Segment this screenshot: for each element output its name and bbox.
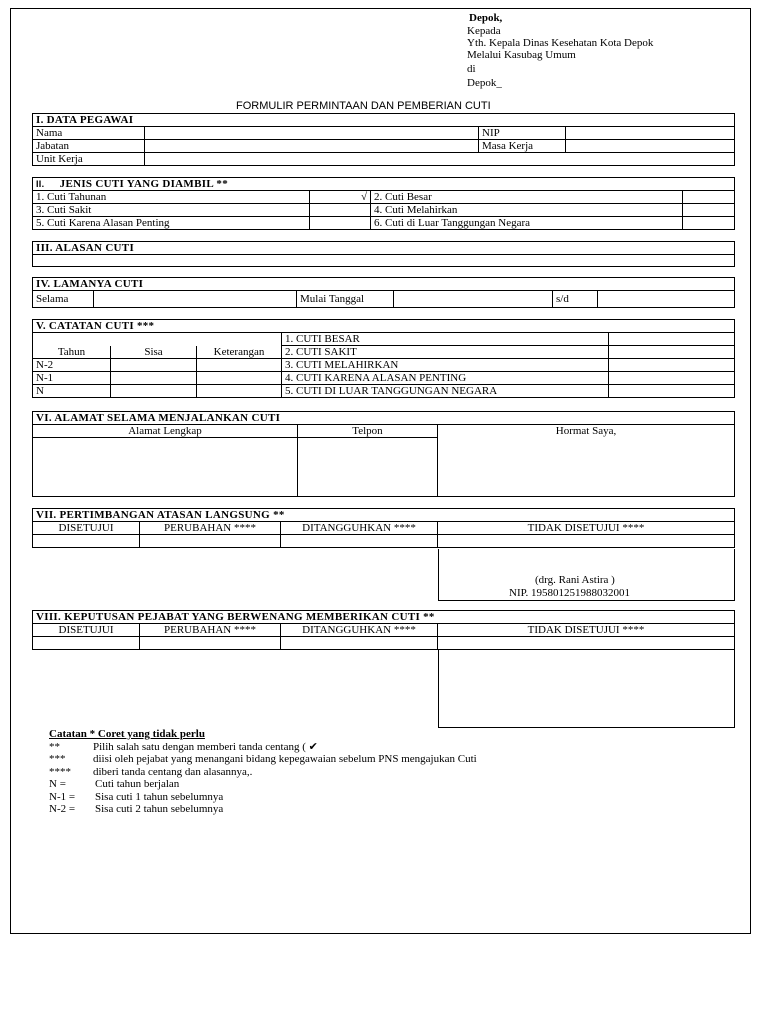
address-via: Melalui Kasubag Umum [467, 49, 576, 61]
label-nip: NIP [479, 127, 566, 140]
pejabat-field-ditangguhkan[interactable] [281, 637, 438, 650]
label-sd: s/d [553, 291, 598, 308]
catatan-value-1[interactable] [609, 333, 735, 346]
note-line [49, 803, 477, 816]
atasan-field-ditangguhkan[interactable] [281, 535, 438, 548]
note-value: Pilih salah satu dengan memberi tanda centang ( ✔ [93, 740, 318, 753]
catatan-type-1: 1. CUTI BESAR [282, 333, 609, 346]
note-key: N = [49, 778, 66, 790]
note-line [49, 741, 477, 754]
cuti-option-1[interactable]: 1. Cuti Tahunan [33, 191, 310, 204]
section-6-title: VI. ALAMAT SELAMA MENJALANKAN CUTI [33, 412, 735, 425]
pejabat-col-tidak-disetujui: TIDAK DISETUJUI **** [438, 624, 735, 637]
note-line [49, 778, 477, 791]
cuti-option-3[interactable]: 3. Cuti Sakit [33, 204, 310, 217]
field-nip[interactable] [566, 127, 735, 140]
section-jenis-cuti [32, 177, 735, 230]
section-2-title-text: JENIS CUTI YANG DIAMBIL ** [59, 178, 229, 190]
row-sisa-n[interactable] [111, 385, 197, 398]
catatan-type-5: 5. CUTI DI LUAR TANGGUNGAN NEGARA [282, 385, 609, 398]
col-alamat-lengkap: Alamat Lengkap [33, 425, 298, 438]
cuti-option-6[interactable]: 6. Cuti di Luar Tanggungan Negara [371, 217, 683, 230]
note-line [49, 753, 477, 766]
atasan-field-disetujui[interactable] [33, 535, 140, 548]
note-key: *** [49, 753, 66, 765]
notes-block [49, 728, 477, 816]
col-keterangan: Keterangan [197, 346, 282, 359]
catatan-type-2: 2. CUTI SAKIT [282, 346, 609, 359]
field-telpon[interactable] [298, 438, 438, 497]
note-value: Cuti tahun berjalan [95, 778, 180, 790]
atasan-field-tidak-disetujui[interactable] [438, 535, 735, 548]
row-tahun-n: N [33, 385, 111, 398]
row-sisa-n1[interactable] [111, 372, 197, 385]
address-place: Depok_ [467, 77, 502, 89]
section-alamat-cuti [32, 411, 735, 497]
cuti-check-2[interactable] [683, 191, 735, 204]
pejabat-col-disetujui: DISETUJUI [33, 624, 140, 637]
col-telpon: Telpon [298, 425, 438, 438]
address-place-text: Depok [467, 77, 497, 89]
field-jabatan[interactable] [145, 140, 479, 153]
form-title: FORMULIR PERMINTAAN DAN PEMBERIAN CUTI [236, 100, 491, 112]
catatan-value-3[interactable] [609, 359, 735, 372]
note-value: Sisa cuti 2 tahun sebelumnya [95, 803, 224, 815]
section-lamanya-cuti [32, 277, 735, 308]
pejabat-field-tidak-disetujui[interactable] [438, 637, 735, 650]
atasan-col-ditangguhkan: DITANGGUHKAN **** [281, 522, 438, 535]
section-3-title: III. ALASAN CUTI [33, 242, 735, 255]
field-alasan-cuti[interactable] [33, 255, 735, 267]
note-value: diberi tanda centang dan alasannya,. [93, 765, 253, 778]
signer-name: (drg. Rani Astira ) [535, 574, 615, 586]
section-8-title: VIII. KEPUTUSAN PEJABAT YANG BERWENANG MEMBERIKAN CUTI ** [33, 611, 735, 624]
cuti-option-4[interactable]: 4. Cuti Melahirkan [371, 204, 683, 217]
cuti-check-5[interactable] [310, 217, 371, 230]
atasan-col-tidak-disetujui: TIDAK DISETUJUI **** [438, 522, 735, 535]
row-tahun-n1: N-1 [33, 372, 111, 385]
cuti-check-1[interactable] [310, 191, 371, 204]
catatan-type-3: 3. CUTI MELAHIRKAN [282, 359, 609, 372]
col-sisa: Sisa [111, 346, 197, 359]
note-key: N-1 = [49, 790, 76, 803]
note-key: N-2 = [49, 803, 76, 815]
cuti-check-6[interactable] [683, 217, 735, 230]
note-line [49, 791, 477, 804]
section-2-number: II. [36, 179, 45, 189]
row-ket-n[interactable] [197, 385, 282, 398]
atasan-col-disetujui: DISETUJUI [33, 522, 140, 535]
atasan-signature-box [438, 549, 735, 601]
field-sampai-tanggal[interactable] [598, 291, 735, 308]
city-date: Depok, [469, 12, 503, 24]
col-tahun: Tahun [33, 346, 111, 359]
notes-title: Catatan * Coret yang tidak perlu [49, 728, 205, 740]
address-recipient: Yth. Kepala Dinas Kesehatan Kota Depok [467, 37, 654, 49]
pejabat-field-disetujui[interactable] [33, 637, 140, 650]
note-value: diisi oleh pejabat yang menangani bidang kepegawaian sebelum PNS mengajukan Cuti [93, 753, 477, 765]
label-nama: Nama [33, 127, 145, 140]
cuti-option-5[interactable]: 5. Cuti Karena Alasan Penting [33, 217, 310, 230]
note-value: Sisa cuti 1 tahun sebelumnya [95, 790, 224, 803]
row-ket-n1[interactable] [197, 372, 282, 385]
note-key: ** [49, 740, 60, 753]
section-pertimbangan-atasan [32, 508, 735, 548]
pejabat-col-perubahan: PERUBAHAN **** [140, 624, 281, 637]
section-2-title [33, 178, 735, 191]
section-keputusan-pejabat [32, 610, 735, 650]
catatan-type-4: 4. CUTI KARENA ALASAN PENTING [282, 372, 609, 385]
cuti-check-3[interactable] [310, 204, 371, 217]
signer-nip: NIP. 195801251988032001 [509, 587, 631, 599]
label-mulai-tanggal: Mulai Tanggal [297, 291, 394, 308]
hormat-saya: Hormat Saya, [438, 425, 735, 497]
catatan-blank [33, 333, 282, 346]
address-at: di [467, 63, 476, 75]
section-1-title: I. DATA PEGAWAI [33, 114, 735, 127]
section-7-title: VII. PERTIMBANGAN ATASAN LANGSUNG ** [33, 509, 735, 522]
pejabat-col-ditangguhkan: DITANGGUHKAN **** [281, 624, 438, 637]
label-selama: Selama [33, 291, 94, 308]
atasan-field-perubahan[interactable] [140, 535, 281, 548]
pejabat-field-perubahan[interactable] [140, 637, 281, 650]
catatan-value-4[interactable] [609, 372, 735, 385]
field-selama[interactable] [94, 291, 297, 308]
catatan-value-5[interactable] [609, 385, 735, 398]
check-mark: √ [360, 191, 367, 203]
field-alamat[interactable] [33, 438, 298, 497]
cuti-option-2[interactable]: 2. Cuti Besar [371, 191, 683, 204]
pejabat-signature-box [438, 650, 735, 728]
section-alasan-cuti [32, 241, 735, 267]
label-masa-kerja: Masa Kerja [479, 140, 566, 153]
label-unit-kerja: Unit Kerja [33, 153, 145, 166]
section-catatan-cuti [32, 319, 735, 398]
atasan-col-perubahan: PERUBAHAN **** [140, 522, 281, 535]
field-nama[interactable] [145, 127, 479, 140]
note-key: **** [49, 765, 71, 778]
catatan-value-2[interactable] [609, 346, 735, 359]
row-tahun-n2: N-2 [33, 359, 111, 372]
row-ket-n2[interactable] [197, 359, 282, 372]
label-jabatan: Jabatan [33, 140, 145, 153]
address-to: Kepada [467, 25, 501, 37]
section-data-pegawai [32, 113, 735, 166]
section-5-title: V. CATATAN CUTI *** [33, 320, 735, 333]
note-line [49, 766, 477, 779]
field-masa-kerja[interactable] [566, 140, 735, 153]
section-4-title: IV. LAMANYA CUTI [33, 278, 735, 291]
field-mulai-tanggal[interactable] [394, 291, 553, 308]
cuti-check-4[interactable] [683, 204, 735, 217]
field-unit-kerja[interactable] [145, 153, 735, 166]
row-sisa-n2[interactable] [111, 359, 197, 372]
